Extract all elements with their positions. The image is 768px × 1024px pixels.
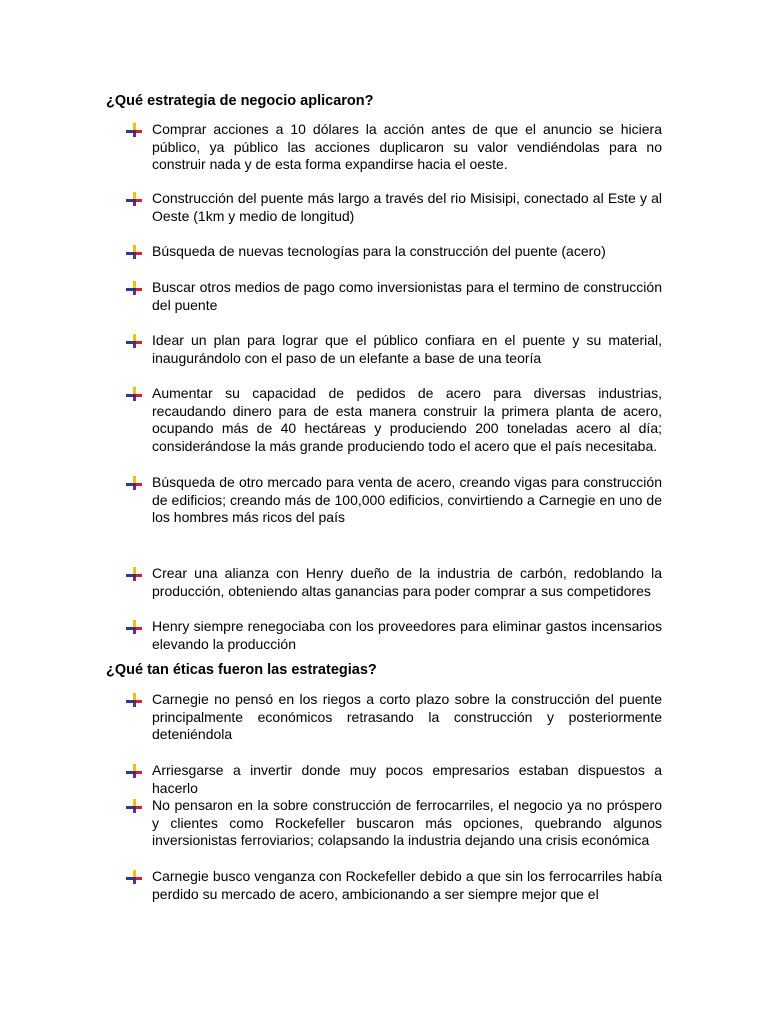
bullet-icon (126, 620, 142, 634)
bullet-icon (126, 567, 142, 581)
bullet-icon (126, 281, 142, 295)
bullet-icon (126, 476, 142, 490)
section-heading-strategy: ¿Qué estrategia de negocio aplicaron? (106, 93, 374, 109)
list-item-text: Arriesgarse a invertir donde muy pocos empresarios estaban dispuestos a hacerlo (152, 762, 662, 796)
list-item-text: Comprar acciones a 10 dólares la acción antes de que el anuncio se hiciera público, ya público las acciones duplicaron su valor vendiéndolas para no construir nada y de esta forma expandirse hacia el oeste. (152, 121, 662, 172)
bullet-icon (126, 799, 142, 813)
list-item-text: No pensaron en la sobre construcción de ferrocarriles, el negocio ya no próspero y clientes como Rockefeller buscaron más opciones, quebrando algunos inversionistas ferroviarios; colapsando la industria dejando una crisis económica (152, 797, 662, 848)
section-heading-ethics: ¿Qué tan éticas fueron las estrategias? (106, 662, 377, 678)
list-item-text: Aumentar su capacidad de pedidos de acero para diversas industrias, recaudando dinero para de esta manera construir la primera planta de acero, ocupando más de 40 hectáreas y produciendo 200 toneladas acero al día; considerándose la más grande produciendo todo el acero que el país necesitaba. (152, 385, 662, 454)
bullet-icon (126, 192, 142, 206)
bullet-icon (126, 334, 142, 348)
list-item-text: Carnegie no pensó en los riegos a corto plazo sobre la construcción del puente principalmente económicos retrasando la construcción y posteriormente deteniéndola (152, 691, 662, 742)
bullet-icon (126, 387, 142, 401)
list-item-text: Idear un plan para lograr que el público confiara en el puente y su material, inaugurándolo con el paso de un elefante a base de una teoría (152, 332, 662, 366)
bullet-icon (126, 764, 142, 778)
list-item-text: Crear una alianza con Henry dueño de la industria de carbón, redoblando la producción, obteniendo altas ganancias para poder comprar a sus competidores (152, 565, 662, 599)
list-item-text: Búsqueda de otro mercado para venta de acero, creando vigas para construcción de edificios; creando más de 100,000 edificios, convirtiendo a Carnegie en uno de los hombres más ricos del país (152, 474, 662, 525)
list-item-text: Construcción del puente más largo a través del rio Misisipi, conectado al Este y al Oeste (1km y medio de longitud) (152, 190, 662, 224)
list-item-text: Henry siempre renegociaba con los proveedores para eliminar gastos incensarios elevando la producción (152, 618, 662, 652)
bullet-icon (126, 693, 142, 707)
bullet-icon (126, 123, 142, 137)
list-item-text: Búsqueda de nuevas tecnologías para la construcción del puente (acero) (152, 243, 606, 259)
bullet-icon (126, 245, 142, 259)
list-item-text: Buscar otros medios de pago como inversionistas para el termino de construcción del puente (152, 279, 662, 313)
bullet-icon (126, 870, 142, 884)
list-item-text: Carnegie busco venganza con Rockefeller debido a que sin los ferrocarriles había perdido su mercado de acero, ambicionando a ser siempre mejor que el (152, 868, 662, 902)
